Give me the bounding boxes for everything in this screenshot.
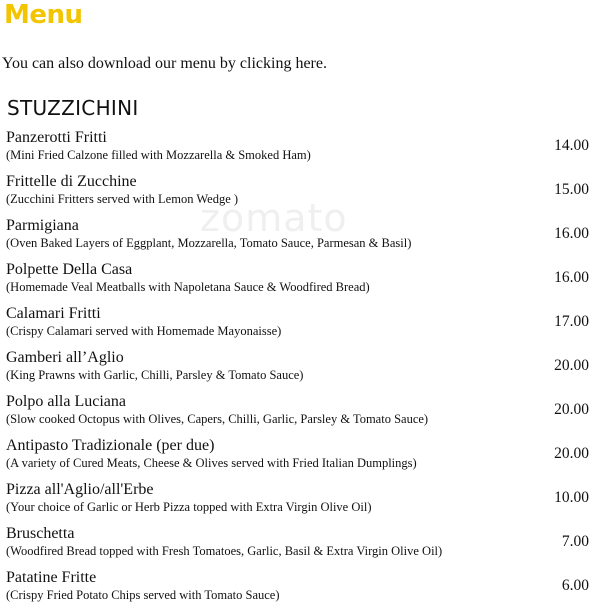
item-price: 16.00 bbox=[554, 225, 589, 242]
item-price: 6.00 bbox=[561, 577, 589, 594]
item-description: (King Prawns with Garlic, Chilli, Parsley & Tomato Sauce) bbox=[6, 368, 304, 382]
item-price: 7.00 bbox=[561, 533, 589, 550]
menu-item bbox=[0, 172, 600, 216]
item-name: Frittelle di Zucchine bbox=[6, 173, 137, 190]
zomato-watermark: zomato bbox=[200, 196, 348, 240]
item-name: Patatine Fritte bbox=[6, 569, 97, 586]
item-name: Gamberi all’Aglio bbox=[6, 349, 124, 366]
item-price: 14.00 bbox=[554, 137, 589, 154]
item-description: (Slow cooked Octopus with Olives, Capers, Chilli, Garlic, Parsley & Tomato Sauce) bbox=[6, 412, 429, 426]
item-price: 16.00 bbox=[554, 269, 589, 286]
item-name: Calamari Fritti bbox=[6, 305, 101, 322]
item-price: 17.00 bbox=[554, 313, 589, 330]
menu-item bbox=[0, 216, 600, 260]
item-description: (Homemade Veal Meatballs with Napoletana Sauce & Woodfired Bread) bbox=[6, 280, 370, 294]
menu-item bbox=[0, 392, 600, 436]
menu-item bbox=[0, 524, 600, 568]
menu-list bbox=[0, 128, 600, 612]
download-menu-link[interactable]: You can also download our menu by clicking here. bbox=[2, 55, 327, 72]
item-name: Polpo alla Luciana bbox=[6, 393, 126, 410]
item-description: (Oven Baked Layers of Eggplant, Mozzarella, Tomato Sauce, Parmesan & Basil) bbox=[6, 236, 412, 250]
item-description: (Zucchini Fritters served with Lemon Wedge ) bbox=[6, 192, 239, 206]
item-price: 20.00 bbox=[554, 401, 589, 418]
item-description: (Crispy Calamari served with Homemade Mayonaisse) bbox=[6, 324, 282, 338]
item-description: (Crispy Fried Potato Chips served with Tomato Sauce) bbox=[6, 588, 280, 602]
menu-item bbox=[0, 568, 600, 612]
item-description: (A variety of Cured Meats, Cheese & Olives served with Fried Italian Dumplings) bbox=[6, 456, 417, 470]
item-name: Parmigiana bbox=[6, 217, 79, 234]
page-title: Menu bbox=[4, 0, 83, 30]
menu-item bbox=[0, 304, 600, 348]
menu-item bbox=[0, 260, 600, 304]
item-price: 20.00 bbox=[554, 445, 589, 462]
menu-item bbox=[0, 436, 600, 480]
item-name: Antipasto Tradizionale (per due) bbox=[6, 437, 215, 454]
item-name: Pizza all'Aglio/all'Erbe bbox=[6, 481, 154, 498]
section-title: STUZZICHINI bbox=[7, 96, 139, 120]
item-description: (Woodfired Bread topped with Fresh Tomatoes, Garlic, Basil & Extra Virgin Olive Oil) bbox=[6, 544, 443, 558]
item-name: Panzerotti Fritti bbox=[6, 129, 107, 146]
item-name: Bruschetta bbox=[6, 525, 75, 542]
menu-item bbox=[0, 128, 600, 172]
item-description: (Your choice of Garlic or Herb Pizza topped with Extra Virgin Olive Oil) bbox=[6, 500, 372, 514]
item-description: (Mini Fried Calzone filled with Mozzarella & Smoked Ham) bbox=[6, 148, 311, 162]
item-price: 20.00 bbox=[554, 357, 589, 374]
download-menu-text bbox=[2, 55, 327, 73]
item-price: 10.00 bbox=[554, 489, 589, 506]
menu-item bbox=[0, 480, 600, 524]
item-price: 15.00 bbox=[554, 181, 589, 198]
item-name: Polpette Della Casa bbox=[6, 261, 133, 278]
menu-item bbox=[0, 348, 600, 392]
